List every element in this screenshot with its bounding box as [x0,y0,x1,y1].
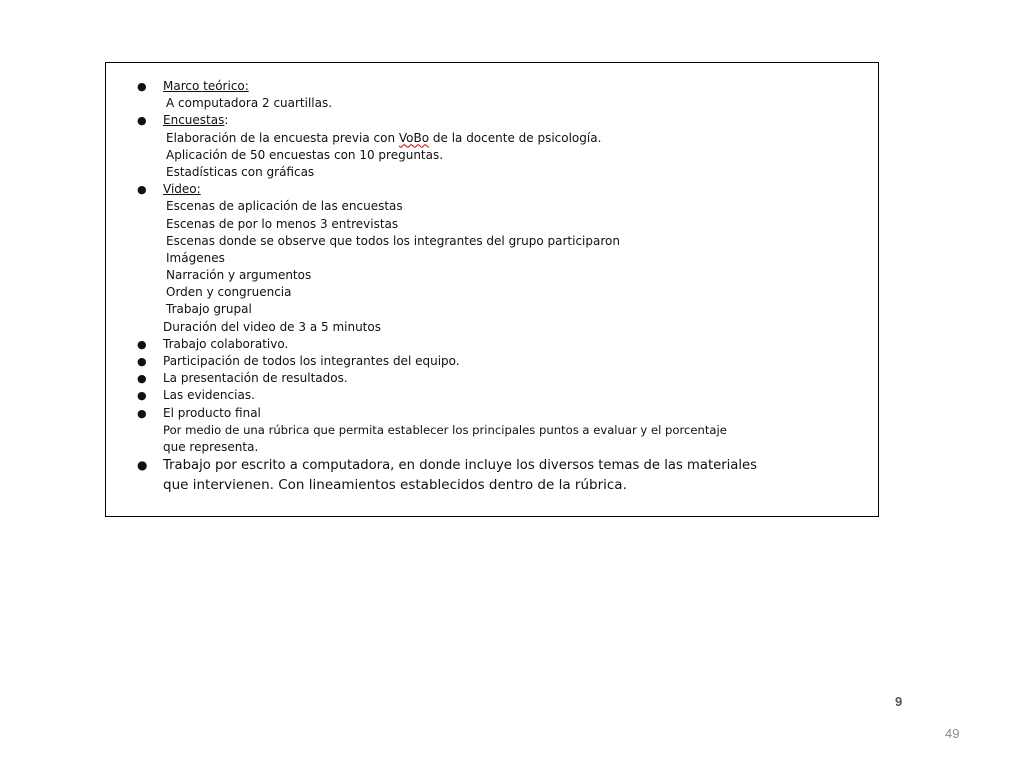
trabajo-escrito-line-1: Trabajo por escrito a computadora, en donde incluye los diversos temas de las materiales [163,458,758,474]
bullet-presentacion [106,370,870,387]
video-item-text: Escenas donde se observe que todos los integrantes del grupo participaron [166,233,620,248]
vobo-spellcheck-word: VoBo [398,130,430,145]
encuestas-item-3-text: Estadísticas con gráficas [166,164,315,179]
video-item-text: Trabajo grupal [166,302,252,317]
encuestas-item-1-text [166,130,601,147]
video-item [106,216,870,233]
encuestas-heading-wrap [163,112,228,129]
encuestas-item-1-post: de la docente de psicología. [429,130,602,145]
producto-description-text: que representa. [163,439,259,454]
video-item [106,233,870,250]
bullet-text: Trabajo colaborativo. [163,336,289,351]
bullet-encuestas [106,112,870,129]
bullet-video [106,181,870,198]
bullet-icon: ● [137,372,147,386]
video-item-text: Narración y argumentos [166,268,312,283]
video-item-text: Escenas de aplicación de las encuestas [166,199,403,214]
marco-item-text: A computadora 2 cuartillas. [166,96,333,111]
encuestas-item-1-pre: Elaboración de la encuesta previa con [166,130,399,145]
marco-teorico-heading: Marco teórico: [163,79,249,93]
bullet-evidencias [106,387,870,404]
bullet-icon: ● [137,406,147,420]
marco-item [106,95,870,112]
bullet-producto-final [106,405,870,422]
bullet-icon: ● [137,458,148,473]
bullet-marco-teorico [106,78,870,95]
video-item-text: Orden y congruencia [166,285,292,300]
encuestas-colon: : [224,113,229,128]
bullet-trabajo-escrito [106,456,870,476]
producto-description-line-1 [106,422,870,439]
producto-description-line-2 [106,439,870,456]
bullet-trabajo-colaborativo [106,336,870,353]
slide-number: 49 [945,726,960,741]
video-item [106,301,870,318]
bullet-icon: ● [137,389,147,403]
bullet-text: La presentación de resultados. [163,371,348,386]
encuestas-item-1 [106,130,870,147]
encuestas-item-3 [106,164,870,181]
bullet-text: Participación de todos los integrantes del equipo. [163,354,460,368]
video-item [106,250,870,267]
bullet-icon: ● [137,337,147,351]
video-duration [106,319,870,336]
inner-page-number: 9 [895,694,903,709]
bullet-icon: ● [137,183,147,197]
video-item-text: Escenas de por lo menos 3 entrevistas [166,216,399,231]
trabajo-escrito-line-2: que intervienen. Con lineamientos establecidos dentro de la rúbrica. [163,476,627,493]
bullet-text: Las evidencias. [163,388,255,403]
producto-description-text: Por medio de una rúbrica que permita establecer los principales puntos a evaluar y el porcentaje [163,422,727,437]
bullet-icon: ● [137,114,147,128]
video-item [106,284,870,301]
bullet-participacion [106,353,870,370]
video-heading: Video: [163,182,201,197]
video-item [106,267,870,284]
video-duration-text: Duración del video de 3 a 5 minutos [163,319,381,334]
bullet-icon: ● [137,80,147,93]
bullet-icon: ● [137,355,147,368]
document-content-box [105,62,879,517]
encuestas-heading: Encuestas [163,113,225,128]
trabajo-escrito-continuation [106,476,870,496]
video-item-text: Imágenes [166,250,225,265]
video-item [106,198,870,215]
encuestas-item-2-text: Aplicación de 50 encuestas con 10 preguntas. [166,147,444,162]
bullet-text: El producto final [163,405,261,420]
encuestas-item-2 [106,147,870,164]
